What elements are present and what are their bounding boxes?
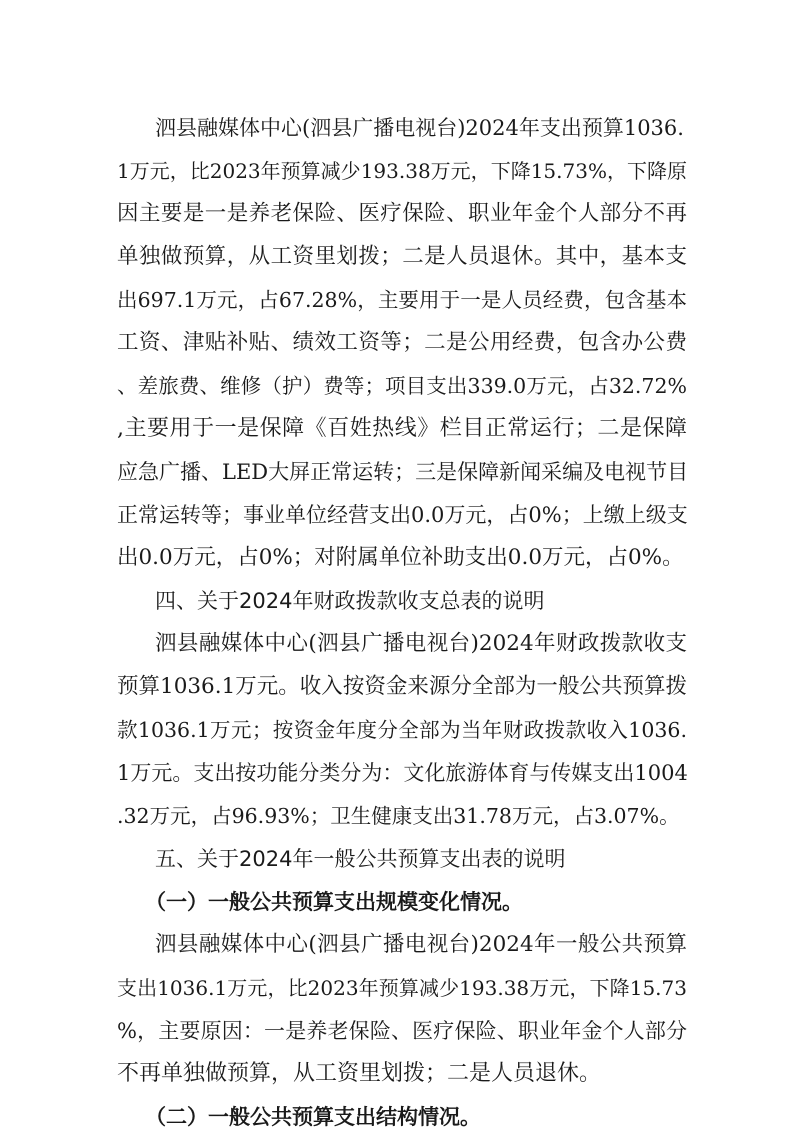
paragraph-line: 款1036.1万元；按资金年度分全部为当年财政拨款收入1036. <box>117 718 687 742</box>
paragraph-line: 泗县融媒体中心(泗县广播电视台)2024年一般公共预算 <box>155 932 687 957</box>
paragraph-line: 出697.1万元，占67.28%，主要用于一是人员经费，包含基本 <box>117 288 687 312</box>
paragraph-line: 预算1036.1万元。收入按资金来源分全部为一般公共预算拨 <box>117 674 687 699</box>
paragraph-line: 工资、津贴补贴、绩效工资等；二是公用经费，包含办公费 <box>117 330 687 355</box>
paragraph-line: 应急广播、LED大屏正常运转；三是保障新闻采编及电视节目 <box>117 460 689 484</box>
section-heading: 四、关于2024年财政拨款收支总表的说明 <box>155 589 545 613</box>
paragraph-line: 因主要是一是养老保险、医疗保险、职业年金个人部分不再 <box>117 201 687 226</box>
paragraph-line: 、差旅费、维修（护）费等；项目支出339.0万元，占32.72% <box>117 374 687 398</box>
paragraph-line: 正常运转等；事业单位经营支出0.0万元，占0%；上缴上级支 <box>117 503 688 527</box>
paragraph-line: 1万元，比2023年预算减少193.38万元，下降15.73%，下降原 <box>117 159 687 183</box>
paragraph-line: 单独做预算，从工资里划拨；二是人员退休。其中，基本支 <box>117 244 687 269</box>
paragraph-line: 不再单独做预算，从工资里划拨；二是人员退休。 <box>117 1061 602 1086</box>
subsection-heading: （二）一般公共预算支出结构情况。 <box>145 1105 481 1129</box>
paragraph-line: 泗县融媒体中心(泗县广播电视台)2024年支出预算1036. <box>155 116 684 140</box>
subsection-heading: （一）一般公共预算支出规模变化情况。 <box>145 890 523 914</box>
paragraph-line: 泗县融媒体中心(泗县广播电视台)2024年财政拨款收支 <box>155 631 687 656</box>
paragraph-line: %，主要原因：一是养老保险、医疗保险、职业年金个人部分 <box>117 1019 687 1043</box>
paragraph-line: 支出1036.1万元，比2023年预算减少193.38万元，下降15.73 <box>117 976 687 1000</box>
paragraph-line: .32万元，占96.93%；卫生健康支出31.78万元，占3.07%。 <box>117 804 680 828</box>
section-heading: 五、关于2024年一般公共预算支出表的说明 <box>155 847 566 871</box>
paragraph-line: 1万元。支出按功能分类分为：文化旅游体育与传媒支出1004 <box>117 761 688 785</box>
paragraph-line: 出0.0万元，占0%；对附属单位补助支出0.0万元，占0%。 <box>117 545 684 570</box>
paragraph-line: ,主要用于一是保障《百姓热线》栏目正常运行；二是保障 <box>117 416 687 441</box>
